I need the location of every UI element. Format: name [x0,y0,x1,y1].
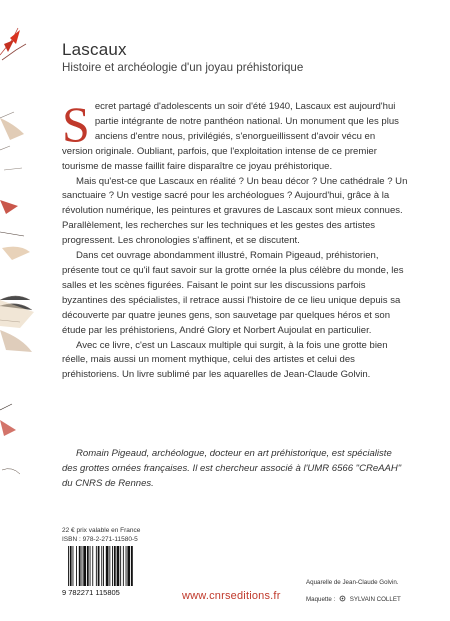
designer-logo-icon [339,595,346,602]
isbn-barcode [62,546,158,596]
price-isbn-block [62,526,140,544]
back-cover-text [62,96,408,383]
barcode-bar [87,546,89,586]
barcode-bar [68,546,69,586]
layout-credit [306,595,401,603]
paragraph-1-text: ecret partagé d'adolescents un soir d'été 1940, Lascaux est aujourd'hui partie intégrante de notre panthéon national. Un monument que les plus anciens d'entre nous, privilégiés, s'enorgueillissent d'avoir vécu en version originale. Oubliant, parfois, que l'exploitation intense de ce premier tourisme de masse faillit faire disparaître ce joyau préhistorique. [62,101,399,172]
barcode-bar [90,546,91,586]
barcode-bar [126,546,127,586]
barcode-bar [103,546,104,586]
paragraph-2: Mais qu'est-ce que Lascaux en réalité ? Un beau décor ? Une cathédrale ? Un sanctuaire ? Un vestige sacré pour les archéologues ? Aujourd'hui, grâce à la révolution numérique, les peintures et gravures de Lascaux sont mieux connues. Parallèlement, les recherches sur les techniques et les gestes des artistes progressent. Les chronologies s'affinent, et se discutent. [62,175,408,247]
barcode-bar [70,546,72,586]
barcode-bar [123,546,124,586]
isbn-text: ISBN : 978-2-271-11580-5 [62,536,138,543]
barcode-bar [127,546,130,586]
barcode-bar [96,546,97,586]
book-title: Lascaux [62,40,127,59]
author-note: Romain Pigeaud, archéologue, docteur en art préhistorique, est spécialiste des grottes ornées françaises. Il est chercheur associé à l'UMR 6566 "CReAAH" du CNRS de Rennes. [62,448,402,489]
watercolor-credit: Aquarelle de Jean-Claude Golvin. [306,579,399,586]
barcode-bar [79,546,81,586]
barcode-bar [82,546,83,586]
layout-credit-label: Maquette : [306,596,336,603]
layout-credit-name: SYLVAIN COLLET [349,596,401,603]
price-text: 22 € prix valable en France [62,527,141,534]
book-subtitle: Histoire et archéologie d'un joyau préhistorique [62,61,304,74]
dropcap-letter: S [62,96,90,152]
barcode-bar [117,546,120,586]
paragraph-4: Avec ce livre, c'est un Lascaux multiple qui surgit, à la fois une grotte bien réelle, mais aussi un moment mythique, celui des artistes et celui des préhistoriens. Un livre sublimé par les aquarelles de Jean-Claude Golvin. [62,339,388,381]
paragraph-3: Dans cet ouvrage abondamment illustré, Romain Pigeaud, préhistorien, présente tout ce qu'il faut savoir sur la grotte ornée la plus célèbre du monde, les salles et les scènes figurées. Faisant le point sur les discussions parfois byzantines des spécialistes, il retrace aussi l'histoire de ce lieu unique depuis sa découverte par quatre jeunes gens, son sauvetage par quelques héros et son étude par les préhistoriens, André Glory et Norbert Aujoulat en particulier. [62,250,404,336]
barcode-bar [76,546,77,586]
barcode-bar [109,546,110,586]
barcode-bar [106,546,109,586]
barcode-bar [112,546,113,586]
publisher-website-link[interactable]: www.cnrseditions.fr [182,590,281,602]
barcode-bar [114,546,116,586]
barcode-bar [83,546,86,586]
barcode-bar [101,546,102,586]
barcode-bar [73,546,74,586]
barcode-digits: 9 782271 115805 [62,588,120,596]
barcode-bar [98,546,100,586]
watercolor-edge-illustration [0,0,44,621]
barcode-bar [120,546,121,586]
paragraph-1 [62,96,408,175]
barcode-bar [131,546,133,586]
barcode-bar [92,546,93,586]
